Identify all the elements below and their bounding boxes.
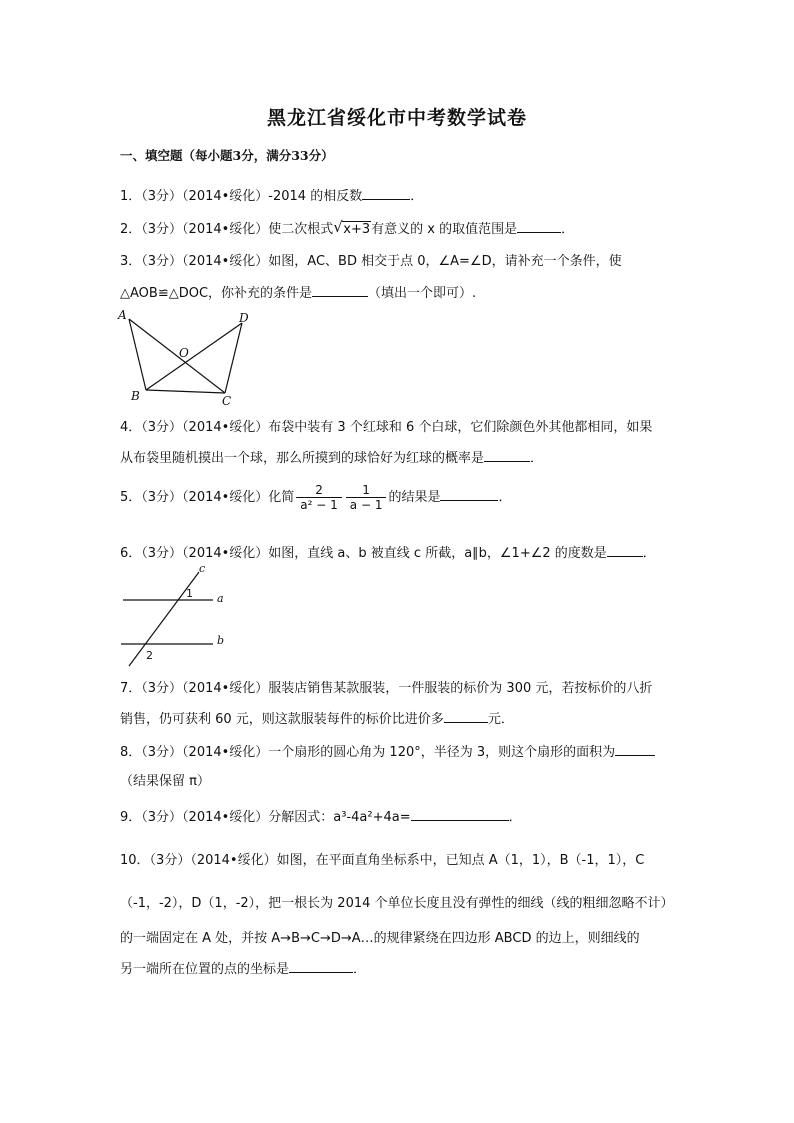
q3-line2-text: △AOB≌△DOC，你补充的条件是 xyxy=(120,286,313,301)
question-9 xyxy=(120,806,522,825)
q7-line2-text: 销售，仍可获利 60 元，则这款服装每件的标价比进价多 xyxy=(120,712,444,727)
q8-line1-text: 8．（3分）（2014•绥化）一个扇形的圆心角为 120°，半径为 3，则这个扇形的面积为 xyxy=(120,745,616,760)
question-6 xyxy=(120,542,656,561)
q2-post: 有意义的 x 的取值范围是 xyxy=(371,222,518,237)
q7-blank xyxy=(444,710,488,723)
q4-end: ． xyxy=(530,451,544,466)
q9-text: 9．（3分）（2014•绥化）分解因式：a³-4a²+4a= xyxy=(120,810,411,825)
q8-blank xyxy=(615,743,655,756)
q9-end: ． xyxy=(508,810,522,825)
q6-blank xyxy=(607,544,643,557)
q2-end: ． xyxy=(561,222,575,237)
question-3-line-1: 3．（3分）（2014•绥化）如图，AC、BD 相交于点 0，∠A=∠D，请补充一个条件，使 xyxy=(120,254,622,269)
label-o: O xyxy=(179,346,189,360)
q4-blank xyxy=(484,449,530,462)
question-8-line-2: （结果保留 π） xyxy=(120,774,210,789)
q3-blank xyxy=(312,284,368,297)
q6-text: 6．（3分）（2014•绥化）如图，直线 a、b 被直线 c 所截，a∥b，∠1+∠2 的度数是 xyxy=(120,546,607,561)
question-1 xyxy=(120,185,423,204)
label-b: B xyxy=(131,389,140,403)
q10-line4-text: 另一端所在位置的点的坐标是 xyxy=(120,962,290,977)
question-3-line-2 xyxy=(120,282,476,301)
question-7-line-2 xyxy=(120,708,514,727)
exam-title: 黑龙江省绥化市中考数学试卷 xyxy=(266,107,527,129)
q6-end: ． xyxy=(642,546,656,561)
q5-post: 的结果是 xyxy=(388,490,441,505)
q5-denominator-2: a − 1 xyxy=(349,498,383,512)
label-d: D xyxy=(239,311,249,325)
q5-denominator-1: a² − 1 xyxy=(300,498,338,512)
segment-bc xyxy=(146,390,225,393)
q10-end: ． xyxy=(353,962,367,977)
sqrt-icon: √ xyxy=(333,218,343,236)
label-c-line: c xyxy=(199,562,206,575)
figure-q6 xyxy=(115,562,245,670)
q3-end: （填出一个即可）. xyxy=(368,286,477,301)
q5-end: ． xyxy=(498,490,512,505)
q5-fraction-2 xyxy=(346,483,387,512)
q1-text: 1．（3分）（2014•绥化）-2014 的相反数 xyxy=(120,189,363,204)
angle-1-label: 1 xyxy=(186,587,193,600)
question-8-line-1 xyxy=(120,741,655,760)
label-a: A xyxy=(118,308,127,322)
q2-radical xyxy=(333,218,371,237)
question-4-line-1: 4．（3分）（2014•绥化）布袋中装有 3 个红球和 6 个白球，它们除颜色外其他都相同，如果 xyxy=(120,420,653,435)
question-4-line-2 xyxy=(120,447,543,466)
segment-ac xyxy=(129,319,225,393)
q9-blank xyxy=(411,808,509,821)
q5-pre: 5．（3分）（2014•绥化）化简 xyxy=(120,490,295,505)
question-2 xyxy=(120,218,574,237)
angle-2-label: 2 xyxy=(146,649,153,662)
section-heading: 一、填空题（每小题3分，满分33分） xyxy=(120,148,334,163)
q4-line2-text: 从布袋里随机摸出一个球，那么所摸到的球恰好为红球的概率是 xyxy=(120,451,485,466)
label-b-line: b xyxy=(217,634,225,647)
q5-numerator-1: 2 xyxy=(296,483,341,498)
q5-blank xyxy=(440,488,498,501)
q1-blank xyxy=(362,187,410,200)
question-10-line-1: 10．（3分）（2014•绥化）如图，在平面直角坐标系中，已知点 A（1，1），B（-1，1），C xyxy=(120,853,645,868)
q1-end: ． xyxy=(410,189,424,204)
question-10-line-4 xyxy=(120,958,366,977)
question-10-line-3: 的一端固定在 A 处，并按 A→B→C→D→A…的规律紧绕在四边形 ABCD 的边上，则细线的 xyxy=(120,931,640,946)
question-7-line-1: 7．（3分）（2014•绥化）服装店销售某款服装，一件服装的标价为 300 元，若按标价的八折 xyxy=(120,681,653,696)
q5-fraction-1 xyxy=(296,483,341,512)
q10-blank xyxy=(289,960,353,973)
question-5 xyxy=(120,483,511,512)
q2-blank xyxy=(517,220,561,233)
label-a-line: a xyxy=(217,592,224,605)
label-c: C xyxy=(222,394,232,408)
q7-end: 元． xyxy=(487,712,514,727)
q2-pre: 2．（3分）（2014•绥化）使二次根式 xyxy=(120,222,334,237)
question-10-line-2: （-1，-2），D（1，-2），把一根长为 2014 个单位长度且没有弹性的细线（线的粗细忽略不计） xyxy=(120,896,674,911)
q2-radicand: x+3 xyxy=(343,222,371,237)
figure-q3 xyxy=(115,308,265,408)
q5-numerator-2: 1 xyxy=(346,483,387,498)
